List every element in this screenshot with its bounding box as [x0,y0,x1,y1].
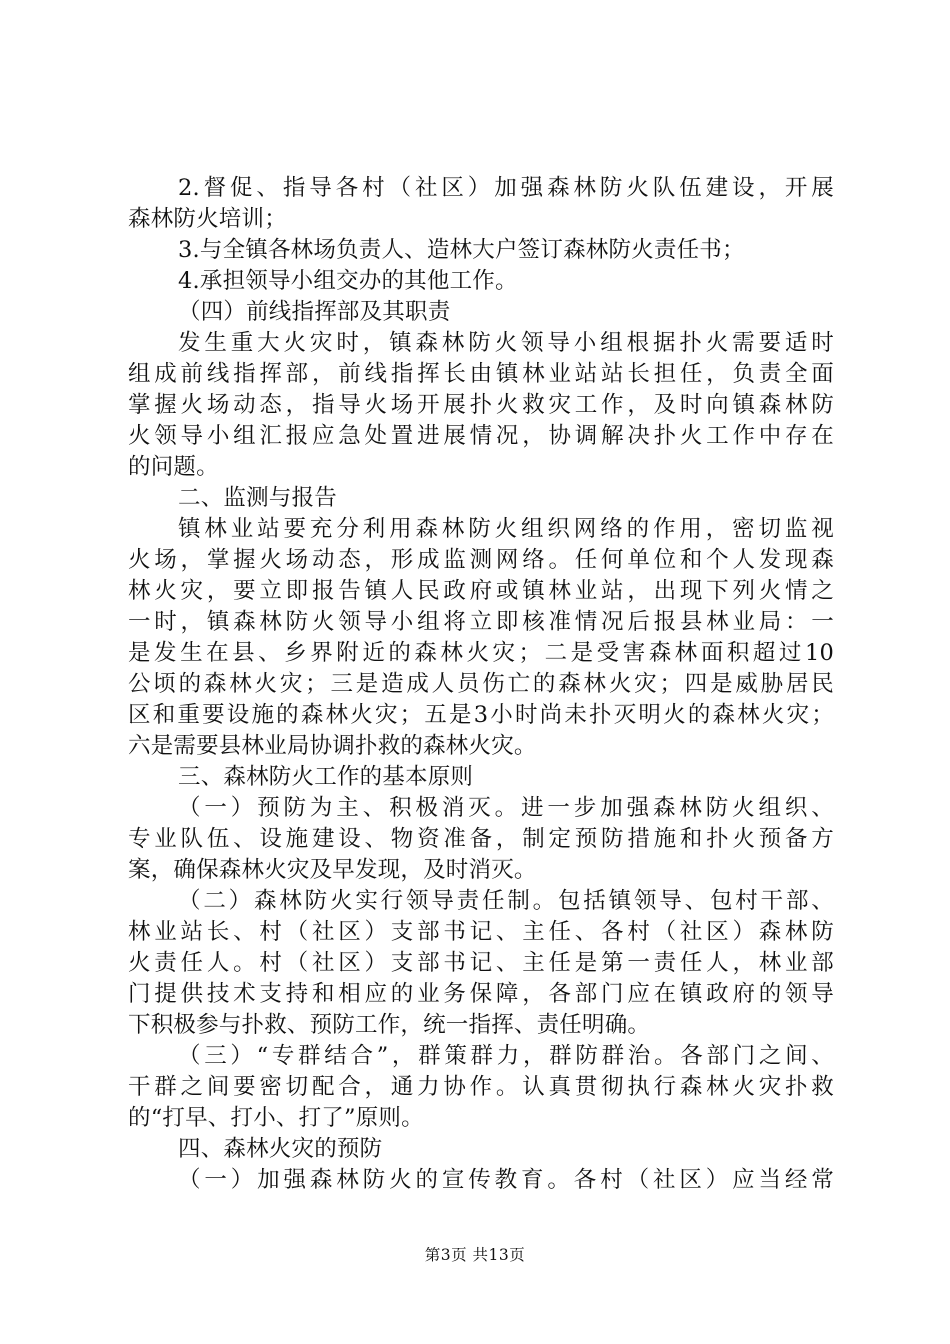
text-line: 下积极参与扑救、预防工作，统一指挥、责任明确。 [128,1012,651,1038]
text-line: （三）“专群结合”，群策群力，群防群治。各部门之间、 [178,1043,834,1069]
text-line: 四、森林火灾的预防 [178,1136,383,1162]
text-line: 一时，镇森林防火领导小组将立即核准情况后报县林业局：一 [128,609,834,635]
text-line: 森林防火培训； [128,206,287,232]
text-line: 林业站长、村（社区）支部书记、主任、各村（社区）森林防 [128,919,834,945]
text-line: 掌握火场动态，指导火场开展扑火救灾工作，及时向镇森林防 [128,392,834,418]
text-line: 案，确保森林火灾及早发现，及时消灭。 [128,857,537,883]
text-line: （二）森林防火实行领导责任制。包括镇领导、包村干部、 [178,888,834,914]
text-line: 发生重大火灾时，镇森林防火领导小组根据扑火需要适时 [178,330,834,356]
text-line: 是发生在县、乡界附近的森林火灾；二是受害森林面积超过10 [128,640,834,666]
text-line: 门提供技术支持和相应的业务保障，各部门应在镇政府的领导 [128,981,834,1007]
text-line: 二、监测与报告 [178,485,337,511]
document-body [128,173,834,1196]
text-line: 三、森林防火工作的基本原则 [178,764,474,790]
text-line: 火场，掌握火场动态，形成监测网络。任何单位和个人发现森 [128,547,834,573]
text-line: 2.督促、指导各村（社区）加强森林防火队伍建设，开展 [178,175,834,201]
text-line: 区和重要设施的森林火灾；五是3小时尚未扑灭明火的森林火灾； [128,702,834,728]
text-line: 公顷的森林火灾；三是造成人员伤亡的森林火灾；四是威胁居民 [128,671,834,697]
page-footer: 第3页 共13页 [424,1246,526,1264]
text-line: （四）前线指挥部及其职责 [178,299,451,325]
text-line: 的问题。 [128,454,219,480]
text-line: （一）预防为主、积极消灭。进一步加强森林防火组织、 [178,795,834,821]
text-line: （一）加强森林防火的宣传教育。各村（社区）应当经常 [178,1167,834,1193]
text-line: 专业队伍、设施建设、物资准备，制定预防措施和扑火预备方 [128,826,834,852]
text-line: 火领导小组汇报应急处置进展情况，协调解决扑火工作中存在 [128,423,834,449]
text-line: 干群之间要密切配合，通力协作。认真贯彻执行森林火灾扑救 [128,1074,834,1100]
text-line: 3.与全镇各林场负责人、造林大户签订森林防火责任书； [178,237,745,263]
text-line: 林火灾，要立即报告镇人民政府或镇林业站，出现下列火情之 [128,578,834,604]
text-line: 六是需要县林业局协调扑救的森林火灾。 [128,733,537,759]
text-line: 镇林业站要充分利用森林防火组织网络的作用，密切监视 [178,516,834,542]
text-line: 组成前线指挥部，前线指挥长由镇林业站站长担任，负责全面 [128,361,834,387]
text-line: 火责任人。村（社区）支部书记、主任是第一责任人，林业部 [128,950,834,976]
text-line: 的“打早、打小、打了”原则。 [128,1105,424,1131]
text-line: 4.承担领导小组交办的其他工作。 [178,268,518,294]
